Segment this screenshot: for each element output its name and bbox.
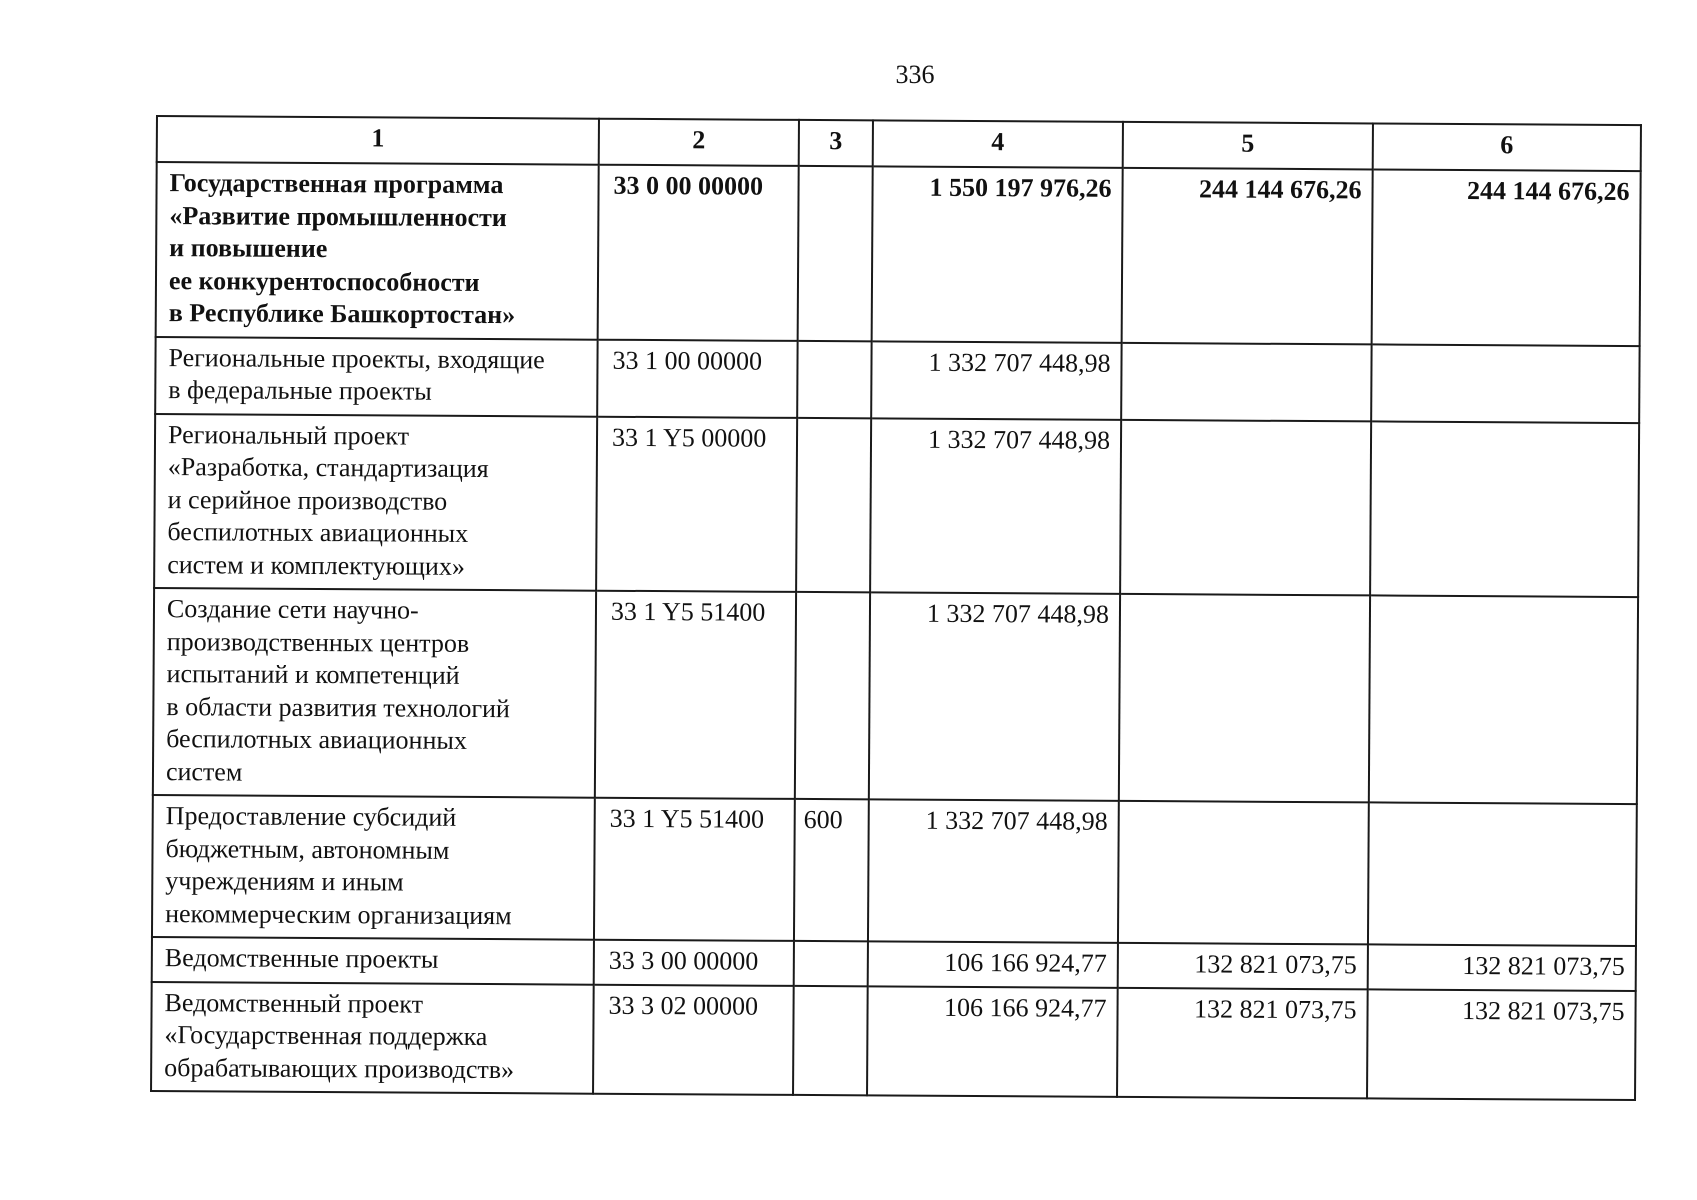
amount-col5-cell: 132 821 073,75 [1118, 943, 1368, 989]
row-name-line: и повышение [169, 233, 328, 264]
row-name-line: беспилотных авиационных [167, 517, 469, 548]
amount-col6-cell: 244 144 676,26 [1372, 169, 1641, 345]
target-article-code-cell: 33 1 00 00000 [597, 339, 797, 417]
target-article-code-cell: 33 3 02 00000 [593, 984, 794, 1095]
amount-col6-cell: 132 821 073,75 [1367, 989, 1636, 1100]
expense-type-cell [793, 985, 868, 1095]
column-header: 6 [1373, 123, 1641, 171]
expense-type-cell [795, 592, 870, 799]
table-row [156, 162, 1641, 346]
amount-col5-cell [1119, 594, 1370, 803]
amount-col4-cell: 1 332 707 448,98 [871, 341, 1121, 420]
row-name-line: ее конкурентоспособности [168, 265, 480, 297]
amount-col5-cell [1118, 801, 1369, 945]
table-row [151, 981, 1636, 1100]
column-header: 4 [873, 120, 1123, 168]
row-name-cell [155, 337, 597, 417]
row-name-line: беспилотных авиационных [166, 724, 467, 755]
expense-type-cell [794, 941, 868, 986]
column-header: 3 [799, 120, 873, 166]
row-name-line: производственных центров [166, 626, 470, 658]
row-name-cell [152, 795, 595, 940]
amount-col6-cell: 132 821 073,75 [1368, 944, 1636, 990]
table-body [151, 162, 1641, 1100]
expense-type-cell [797, 340, 871, 417]
amount-col4-cell: 106 166 924,77 [868, 941, 1118, 987]
row-name-line: Ведомственный проект [164, 987, 424, 1019]
row-name-line: обрабатывающих производств» [164, 1052, 515, 1084]
amount-col5-cell: 132 821 073,75 [1117, 987, 1368, 1098]
target-article-code-cell: 33 1 Y5 51400 [594, 798, 795, 941]
target-article-code-cell: 33 3 00 00000 [594, 940, 794, 986]
amount-col4-cell: 1 332 707 448,98 [868, 799, 1119, 943]
row-name-line: Региональный проект [167, 419, 410, 451]
row-name-line: систем [165, 756, 243, 787]
row-name-cell [156, 162, 599, 339]
column-header: 1 [157, 116, 599, 165]
row-name-line: систем и комплектующих» [167, 549, 465, 581]
budget-table [150, 115, 1642, 1101]
expense-type-cell [796, 417, 871, 592]
row-name-line: и серийное производство [167, 484, 448, 516]
amount-col5-cell [1121, 342, 1371, 421]
amount-col4-cell: 1 550 197 976,26 [872, 166, 1123, 342]
row-name-line: Ведомственные проекты [164, 943, 439, 974]
amount-col4-cell: 1 332 707 448,98 [869, 592, 1120, 801]
amount-col6-cell [1370, 421, 1639, 597]
row-name-line: бюджетным, автономным [165, 833, 450, 865]
amount-col5-cell [1120, 419, 1371, 595]
row-name-line: «Государственная поддержка [164, 1020, 488, 1052]
table-row [153, 588, 1638, 804]
column-header: 2 [599, 119, 799, 166]
amount-col6-cell [1371, 344, 1639, 423]
row-name-line: Государственная программа [169, 168, 504, 200]
target-article-code-cell: 33 1 Y5 00000 [596, 416, 797, 592]
page-number: 336 [895, 60, 935, 89]
column-header: 5 [1123, 122, 1373, 170]
amount-col5-cell: 244 144 676,26 [1122, 168, 1373, 344]
amount-col4-cell: 1 332 707 448,98 [870, 418, 1121, 594]
row-name-line: «Разработка, стандартизация [167, 452, 489, 484]
amount-col6-cell [1369, 595, 1638, 804]
amount-col4-cell: 106 166 924,77 [867, 986, 1118, 1097]
row-name-cell [152, 937, 594, 984]
row-name-line: Региональные проекты, входящие [168, 342, 545, 374]
row-name-line: в области развития технологий [166, 691, 511, 723]
table-row [155, 337, 1639, 423]
row-name-line: в Республике Башкортостан» [168, 298, 516, 330]
row-name-line: некоммерческим организациям [165, 898, 512, 930]
row-name-cell [151, 981, 594, 1093]
row-name-cell [154, 414, 597, 591]
amount-col6-cell [1368, 802, 1637, 946]
row-name-cell [153, 588, 596, 798]
row-name-line: испытаний и компетенций [166, 659, 460, 690]
row-name-line: Создание сети научно- [166, 594, 419, 625]
row-name-line: учреждениям и иным [165, 866, 404, 897]
table-row [152, 795, 1637, 946]
row-name-line: Предоставление субсидий [165, 801, 457, 832]
row-name-line: в федеральные проекты [168, 375, 432, 406]
target-article-code-cell: 33 0 00 00000 [598, 165, 799, 341]
target-article-code-cell: 33 1 Y5 51400 [595, 591, 796, 799]
table-row [154, 414, 1639, 598]
expense-type-cell [798, 166, 873, 341]
row-name-line: «Развитие промышленности [169, 200, 507, 232]
expense-type-cell: 600 [794, 799, 869, 941]
